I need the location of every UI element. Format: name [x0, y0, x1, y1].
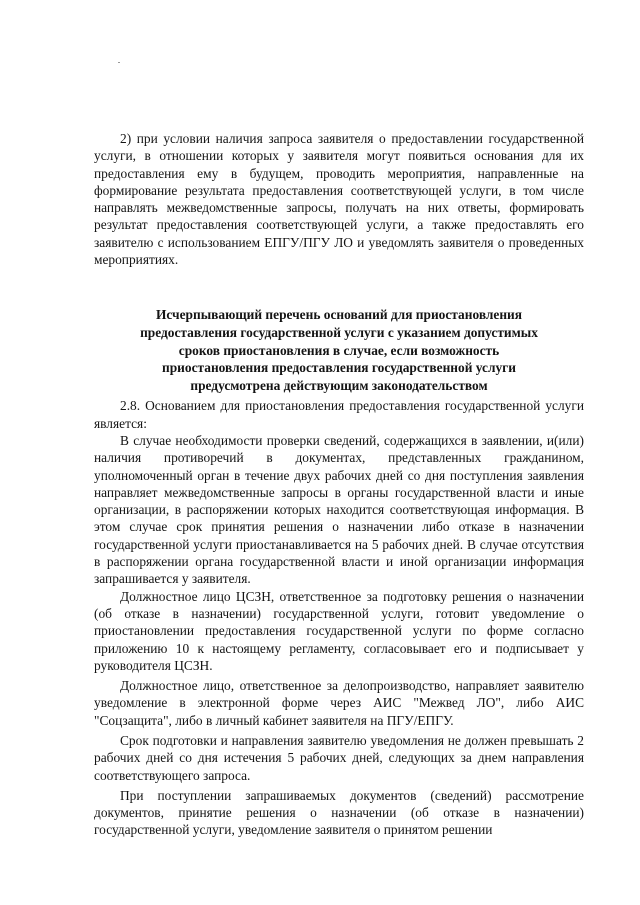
heading-line-2: предоставления государственной услуги с указанием допустимых [140, 324, 538, 340]
clause-2-8: 2.8. Основанием для приостановления предоставления государственной услуги является: [94, 398, 584, 431]
document-receipt-paragraph: При поступлении запрашиваемых документов (сведений) рассмотрение документов, принятие решения о назначении (об отказе в назначении) государственной услуги, уведомление заявителя о принятом решении [94, 787, 584, 838]
notice-delivery-paragraph: Должностное лицо, ответственное за делопроизводство, направляет заявителю уведомление в электронной форме через АИС "Межвед ЛО", либо АИС "Соцзащита", либо в личный кабинет заявителя на ПГУ/ЕПГУ. [94, 678, 584, 728]
notice-preparation-paragraph: Должностное лицо ЦСЗН, ответственное за подготовку решения о назначении (об отказе в назначении) государственной услуги, готовит уведомление о приостановлении предоставления государственной услуги по форме согласно приложению 10 к настоящему регламенту, согласовывает его и подписывает у руководителя ЦСЗН. [94, 588, 584, 673]
section-heading [94, 306, 584, 394]
intro-paragraph: 2) при условии наличия запроса заявителя о предоставлении государственной услуги, в отношении которых у заявителя могут появиться основания для их предоставления ему в будущем, проводить мероприятия, направленные на формирование результата предоставления соответствующей услуги, в том числе направлять межведомственные запросы, получать на них ответы, формировать результат предоставления соответствующей услуги, а также предоставлять его заявителю с использованием ЕПГУ/ПГУ ЛО и уведомлять заявителя о проведенных мероприятиях. [94, 131, 584, 268]
heading-line-5: предусмотрена действующим законодательством [190, 377, 488, 393]
scan-mark [118, 62, 120, 63]
heading-line-1: Исчерпывающий перечень оснований для приостановления [155, 307, 523, 323]
document-content [94, 130, 584, 839]
heading-line-3: сроков приостановления в случае, если возможность [178, 342, 500, 358]
heading-line-4: приостановления предоставления государственной услуги [162, 360, 516, 376]
notice-deadline-paragraph: Срок подготовки и направления заявителю уведомления не должен превышать 2 рабочих дней со дня истечения 5 рабочих дней, следующих за днем направления соответствующего запроса. [94, 732, 584, 783]
verification-paragraph: В случае необходимости проверки сведений, содержащихся в заявлении, и(или) наличия противоречий в документах, представленных гражданином, уполномоченный орган в течение двух рабочих дней со дня поступления заявления направляет межведомственные запросы в органы государственной власти и иные организации, в распоряжении которых находится соответствующая информация. В этом случае срок принятия решения о назначении либо отказе в назначении государственной услуги приостанавливается на 5 рабочих дней. В случае отсутствия в распоряжении органа государственной власти и иной организации информация запрашивается у заявителя. [94, 432, 584, 587]
